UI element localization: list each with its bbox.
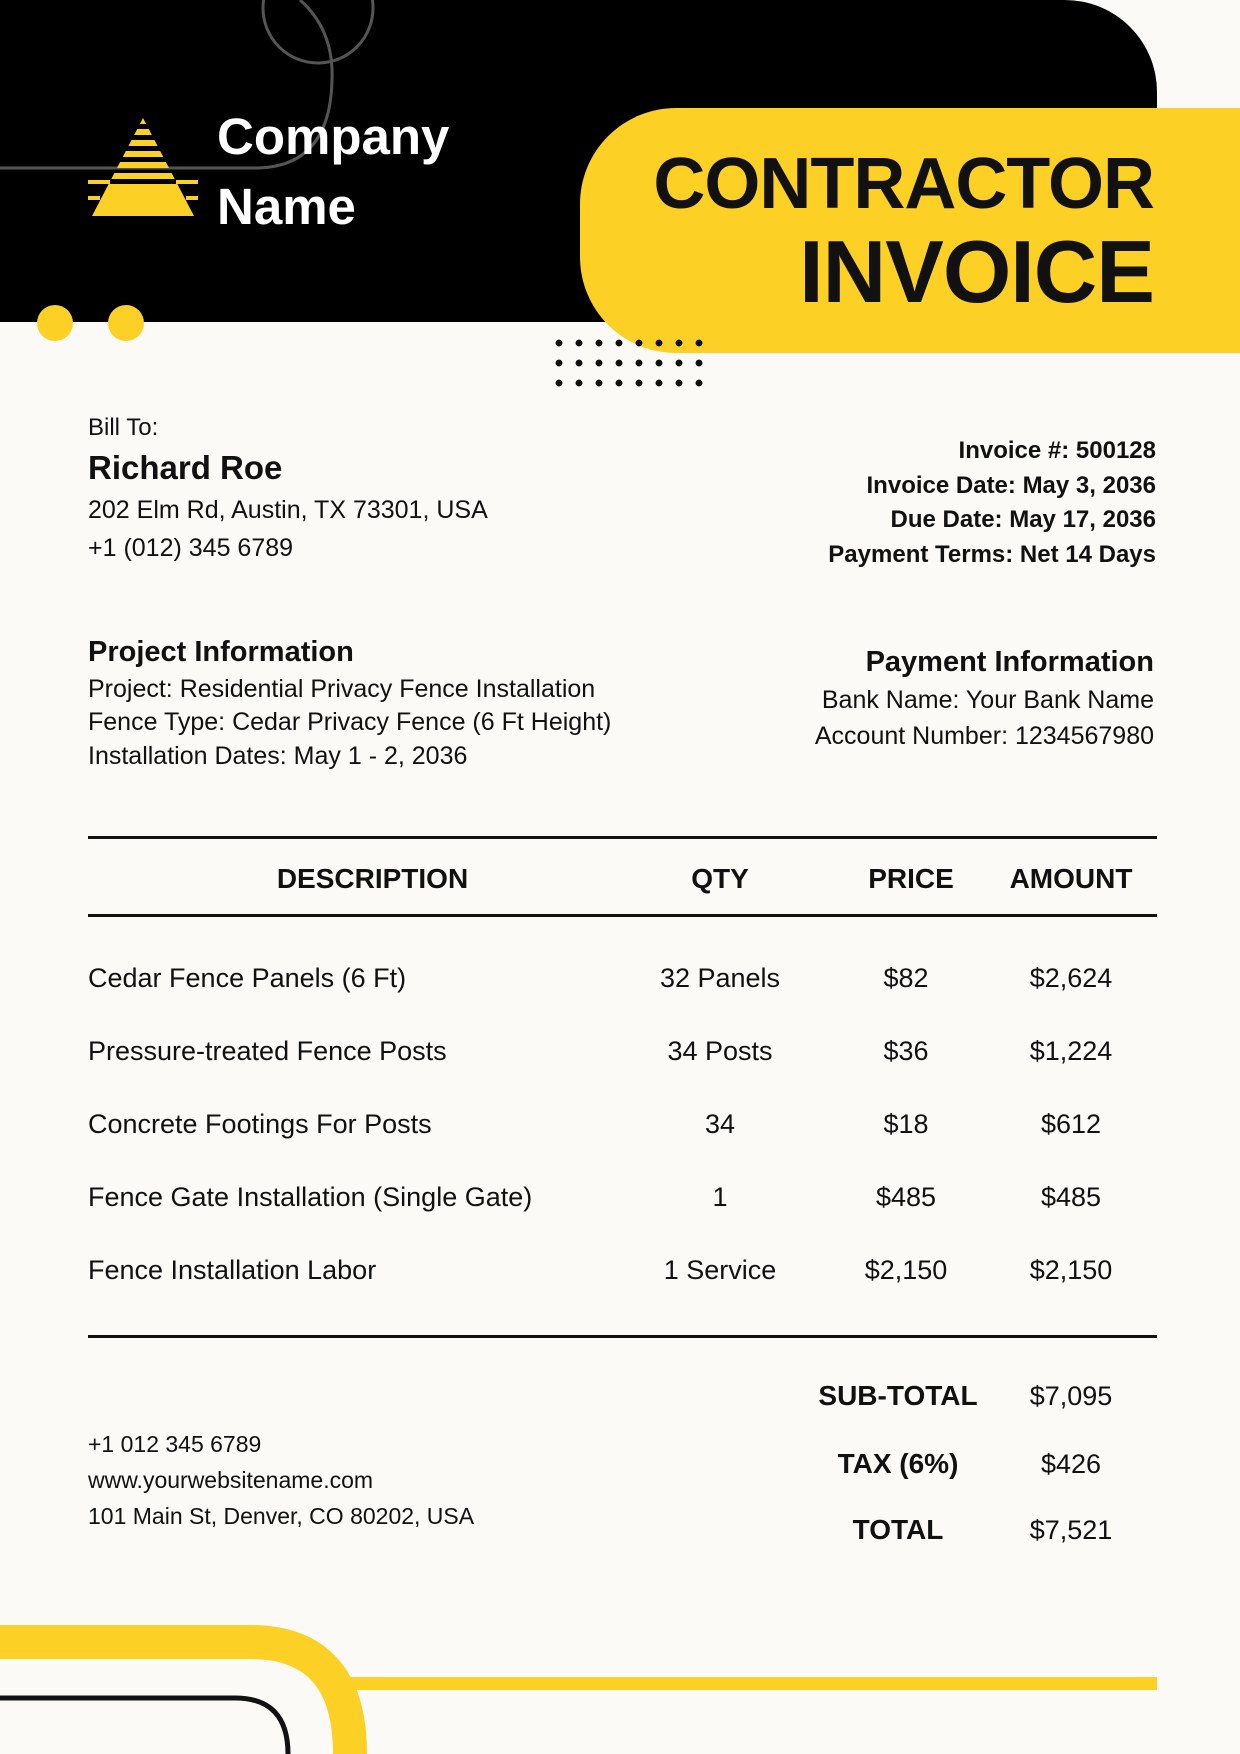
account-number: Account Number: 1234567980 [814,722,1154,750]
row-amount: $1,224 [1029,1036,1113,1066]
footer-phone: +1 012 345 6789 [88,1431,262,1457]
column-header-qty: QTY [691,863,749,894]
row-qty: 34 [704,1109,736,1139]
client-phone: +1 (012) 345 6789 [88,534,294,562]
column-header-description: DESCRIPTION [276,863,469,894]
table-row [0,961,1240,1001]
fence-type: Fence Type: Cedar Privacy Fence (6 Ft Height) [88,708,612,736]
subtotal-value: $7,095 [1029,1381,1113,1411]
invoice-number: Invoice #: 500128 [958,437,1156,464]
row-description: Fence Gate Installation (Single Gate) [88,1182,533,1212]
table-row [0,1253,1240,1293]
column-header-amount: AMOUNT [1009,863,1133,894]
company-name-line1: Company [217,108,450,165]
row-qty: 1 Service [663,1255,777,1285]
accent-dot [108,305,144,341]
company-name-line2: Name [217,178,356,235]
payment-info-heading: Payment Information [865,646,1154,678]
row-price: $2,150 [864,1255,948,1285]
bank-name: Bank Name: Your Bank Name [821,686,1154,714]
due-date: Due Date: May 17, 2036 [890,506,1156,533]
row-price: $82 [883,963,929,993]
table-top-rule [88,836,1157,839]
row-price: $485 [875,1182,937,1212]
document-title-line1: CONTRACTOR [653,144,1154,224]
document-title-line2: INVOICE [799,222,1154,321]
tax-value: $426 [1040,1449,1102,1479]
row-description: Concrete Footings For Posts [88,1109,432,1139]
table-row [0,1034,1240,1074]
total-value: $7,521 [1029,1515,1113,1545]
company-name [217,102,557,242]
dot-grid-decoration [553,337,713,389]
table-row [0,1107,1240,1147]
row-price: $36 [883,1036,929,1066]
installation-dates: Installation Dates: May 1 - 2, 2036 [88,742,468,770]
company-logo-icon [88,118,198,218]
invoice-date: Invoice Date: May 3, 2036 [866,472,1156,499]
row-amount: $2,624 [1029,963,1113,993]
row-description: Fence Installation Labor [88,1255,377,1285]
table-row [0,1180,1240,1220]
tax-label: TAX (6%) [837,1448,959,1479]
column-header-price: PRICE [868,863,954,894]
table-bottom-rule [88,1335,1157,1338]
row-qty: 34 Posts [667,1036,773,1066]
row-qty: 32 Panels [659,963,781,993]
footer-address: 101 Main St, Denver, CO 80202, USA [88,1503,475,1529]
subtotal-label: SUB-TOTAL [818,1380,978,1411]
row-amount: $2,150 [1029,1255,1113,1285]
project-name: Project: Residential Privacy Fence Installation [88,675,596,703]
row-description: Cedar Fence Panels (6 Ft) [88,963,407,993]
row-amount: $485 [1040,1182,1102,1212]
total-label: TOTAL [852,1514,944,1545]
client-address: 202 Elm Rd, Austin, TX 73301, USA [88,496,488,524]
footer-decoration [0,1620,1240,1754]
project-info-heading: Project Information [88,636,354,668]
row-description: Pressure-treated Fence Posts [88,1036,447,1066]
footer-website[interactable]: www.yourwebsitename.com [88,1467,374,1493]
table-header-rule [88,914,1157,917]
accent-dot [37,305,73,341]
row-qty: 1 [712,1182,728,1212]
client-name: Richard Roe [88,449,283,486]
row-amount: $612 [1040,1109,1102,1139]
bill-to-label: Bill To: [88,414,159,441]
payment-terms: Payment Terms: Net 14 Days [828,541,1156,568]
row-price: $18 [883,1109,929,1139]
